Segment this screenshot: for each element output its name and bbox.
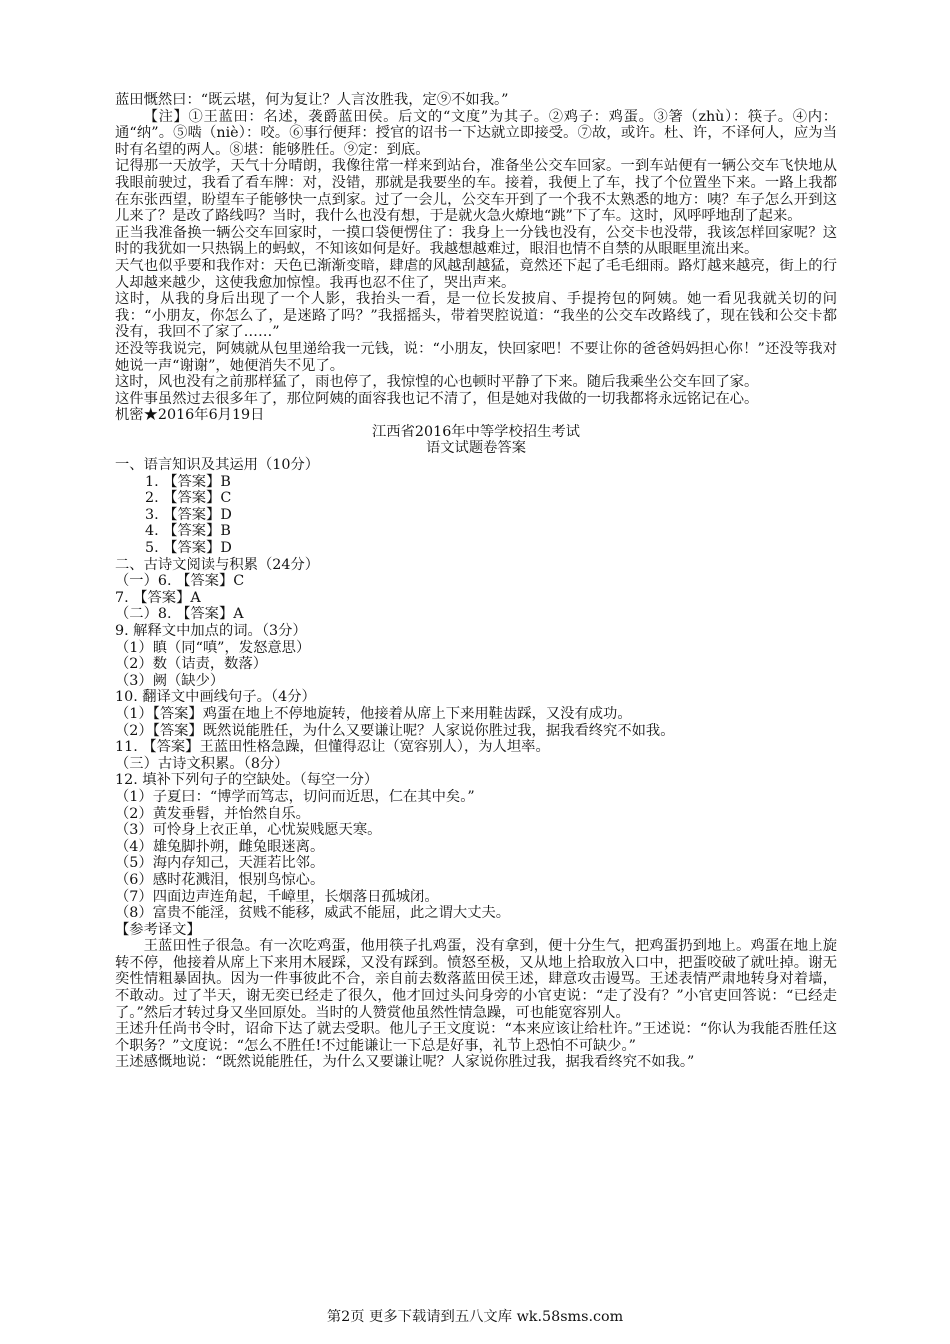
answer-line: 5. 【答案】D xyxy=(145,540,232,557)
passage-paragraph: 蓝田慨然曰：“既云堪，何为复让？人言汝胜我，定⑨不如我。” xyxy=(115,92,509,108)
question-line: 12. 填补下列句子的空缺处。（每空一分） xyxy=(115,772,379,789)
answer-line: （5）海内存知己，天涯若比邻。 xyxy=(115,855,325,872)
answer-line: 3. 【答案】D xyxy=(145,506,232,523)
answer-line: （1）瞋（同“嗔”，发怒意思） xyxy=(115,639,311,656)
passage-paragraph: 天气也似乎要和我作对：天色已渐渐变暗，肆虐的风越刮越猛，竟然还下起了毛毛细雨。路灯越来越亮，街上的行人却越来越少，这使我愈加惊惶。我再也忍不住了，哭出声来。 xyxy=(115,257,837,291)
answer-line: （1）子夏曰：“博学而笃志，切问而近思，仁在其中矣。” xyxy=(115,788,475,805)
answer-line: （4）雄兔脚扑朔，雌兔眼迷离。 xyxy=(115,838,325,855)
passage-paragraph: 记得那一天放学，天气十分晴朗，我像往常一样来到站台，准备坐公交车回家。一到车站便有一辆公交车飞快地从我眼前驶过，我看了看车牌：对，没错，那就是我要坐的车。接着，我便上了车，找了个位置坐下来。一路上我都在东张西望，盼望车子能够快一点到家。过了一会儿，公交车开到了一个我不太熟悉的地方：咦？车子怎么开到这儿来了？是改了路线吗？当时，我什么也没有想，于是就火急火燎地“跳”下了车。这时，风呼呼地刮了起来。 xyxy=(115,158,837,225)
answer-line: 4. 【答案】B xyxy=(145,523,231,540)
answer-line: 11. 【答案】王蓝田性格急躁，但懂得忍让（宽容别人），为人坦率。 xyxy=(115,739,550,756)
answer-line: （3）阙（缺少） xyxy=(115,672,225,689)
answer-line: （2）黄发垂髫，并怡然自乐。 xyxy=(115,805,310,822)
answer-line: （6）感时花溅泪，恨别鸟惊心。 xyxy=(115,871,325,888)
answer-line: 2. 【答案】C xyxy=(145,490,232,507)
passage-paragraph: 正当我准备换一辆公交车回家时，一摸口袋便愣住了：我身上一分钱也没有，公交卡也没带，我该怎样回家呢？这时的我犹如一只热锅上的蚂蚁，不知该如何是好。我越想越难过，眼泪也情不自禁的从眼眶里流出来。 xyxy=(115,224,837,258)
answer-line: （7）四面边声连角起，千嶂里，长烟落日孤城闭。 xyxy=(115,888,439,905)
page-footer: 第2页 更多下载请到五八文库 wk.58sms.com xyxy=(326,1309,624,1325)
answer-line: （2）数（诘责，数落） xyxy=(115,656,268,673)
section-heading: （三）古诗文积累。（8分） xyxy=(115,755,289,772)
answer-line: 1. 【答案】B xyxy=(145,473,231,490)
passage-paragraph: 这时，从我的身后出现了一个人影，我抬头一看，是一位长发披肩、手提挎包的阿姨。她一看见我就关切的问我：“小朋友，你怎么了，是迷路了吗？”我摇摇头，带着哭腔说道：“我坐的公交车改路线了，现在钱和公交卡都没有，我回不了家了……” xyxy=(115,291,837,341)
reference-translation-heading: 【参考译文】 xyxy=(115,921,201,938)
document-page xyxy=(115,92,837,1071)
answer-line: （1）【答案】鸡蛋在地上不停地旋转，他接着从席上下来用鞋齿踩，又没有成功。 xyxy=(115,705,632,722)
translation-paragraph: 王述升任尚书令时，诏命下达了就去受职。他儿子王文度说：“本来应该让给杜许。”王述说：“你认为我能否胜任这个职务？”文度说：“怎么不胜任!不过能谦让一下总是好事，礼节上恐怕不可缺少。” xyxy=(115,1021,837,1054)
answer-line: （3）可怜身上衣正单，心忧炭贱愿天寒。 xyxy=(115,822,382,839)
answer-line: （一）6. 【答案】C xyxy=(115,573,245,590)
answer-title: 语文试题卷答案 xyxy=(425,440,527,457)
translation-paragraph: 王述感慨地说：“既然说能胜任，为什么又要谦让呢？人家说你胜过我，据我看终究不如我。” xyxy=(115,1054,695,1071)
section-heading: 二、古诗文阅读与积累（24分） xyxy=(115,556,320,573)
annotation-note: 【注】①王蓝田：名述，袭爵蓝田侯。后文的“文度”为其子。②鸡子：鸡蛋。③箸（zhù）：筷子。④内：通“纳”。⑤啮（niè）：咬。⑥事行便拜：授官的诏书一下达就立即接受。⑦故，或许。杜、许，不译何人，应为当时有名望的两人。⑧堪：能够胜任。⑨定：到底。 xyxy=(115,108,837,158)
passage-paragraph: 这时，风也没有之前那样猛了，雨也停了，我惊惶的心也顿时平静了下来。随后我乘坐公交车回了家。 xyxy=(115,374,759,391)
confidential-date: 机密★2016年6月19日 xyxy=(115,407,265,424)
answer-line: 7. 【答案】A xyxy=(115,589,201,606)
question-line: 9. 解释文中加点的词。（3分） xyxy=(115,623,307,639)
section-heading: 一、语言知识及其运用（10分） xyxy=(115,457,320,474)
exam-title: 江西省2016年中等学校招生考试 xyxy=(372,423,580,440)
passage-paragraph: 还没等我说完，阿姨就从包里递给我一元钱，说：“小朋友，快回家吧！不要让你的爸爸妈妈担心你！”还没等我对她说一声“谢谢”，她便消失不见了。 xyxy=(115,340,837,374)
answer-line: （2）【答案】既然说能胜任，为什么又要谦让呢？人家说你胜过我，据我看终究不如我。 xyxy=(115,722,675,739)
translation-paragraph: 王蓝田性子很急。有一次吃鸡蛋，他用筷子扎鸡蛋，没有拿到，便十分生气，把鸡蛋扔到地上。鸡蛋在地上旋转不停，他接着从席上下来用木屐踩，又没有踩到。愤怒至极，又从地上拾取放入口中，把蛋咬破了就吐掉。谢无奕性情粗暴固执。因为一件事彼此不合，亲自前去数落蓝田侯王述，肆意攻击谩骂。王述表情严肃地转身对着墙，不敢动。过了半天，谢无奕已经走了很久，他才回过头问身旁的小官吏说：“走了没有？”小官吏回答说：“已经走了。”然后才转过身又坐回原处。当时的人赞赏他虽然性情急躁，可也能宽容别人。 xyxy=(115,938,837,1021)
question-line: 10. 翻译文中画线句子。（4分） xyxy=(115,689,316,706)
passage-paragraph: 这件事虽然过去很多年了，那位阿姨的面容我也记不清了，但是她对我做的一切我都将永远铭记在心。 xyxy=(115,390,759,407)
answer-line: （二）8. 【答案】A xyxy=(115,606,244,623)
answer-line: （8）富贵不能淫，贫贱不能移，威武不能屈，此之谓大丈夫。 xyxy=(115,905,511,922)
